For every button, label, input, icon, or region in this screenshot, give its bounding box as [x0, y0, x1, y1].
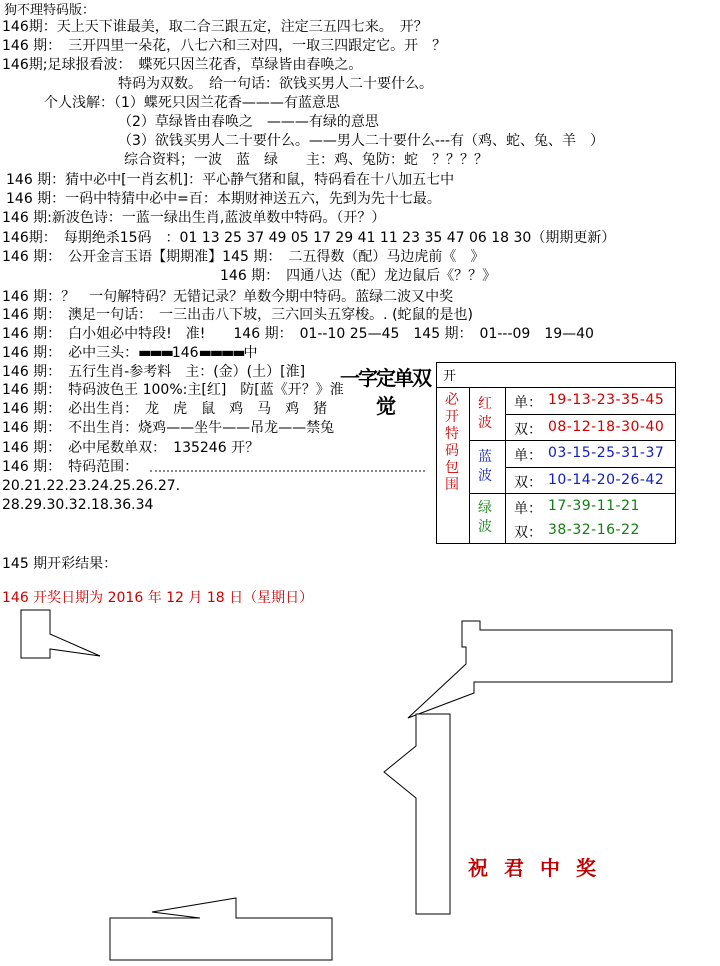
- text-line: （3）欲钱买男人二十要什么。——男人二十要什么---有（鸡、蛇、兔、羊 ）: [118, 133, 605, 149]
- text-line: 146 期： 特码范围：: [2, 459, 139, 475]
- group-green: [470, 494, 506, 543]
- text-line: 28.29.30.32.18.36.34: [2, 497, 154, 513]
- table-header: [437, 363, 675, 388]
- bar-left: ▬▬▬: [138, 345, 172, 361]
- text-line: 146 期： 必中三头：: [2, 345, 139, 361]
- row-value: 17-39-11-21: [548, 498, 640, 514]
- group-red-label: 红波: [478, 396, 492, 431]
- text-line: 个人浅解：（1）蝶死只因兰花香———有蓝意思: [44, 95, 340, 111]
- table-row: [506, 441, 675, 467]
- row-value: 03-15-25-31-37: [548, 445, 665, 461]
- special-number-table: [436, 362, 676, 544]
- table-row: [506, 468, 675, 494]
- text-line: 146 期：？ 一句解特码？无错记录？单数今期中特码。蓝绿二波又中奖: [2, 289, 454, 305]
- row-value: 38-32-16-22: [548, 522, 640, 538]
- result-title: 145 期开彩结果：: [2, 556, 118, 572]
- text-line: 146 期： 不出生肖：烧鸡——坐牛——吊龙——禁兔: [2, 420, 335, 436]
- row-value: 08-12-18-30-40: [548, 419, 665, 435]
- dotted-divider: [150, 470, 425, 472]
- text-line: 特码为双数。 给一句话：欲钱买男人二十要什么。: [118, 76, 433, 92]
- callout-shape: [408, 621, 672, 718]
- vertical-label-column: [437, 388, 470, 543]
- page-title: 狗不理特码版：: [4, 3, 96, 18]
- three-heads-number: 146: [171, 345, 199, 361]
- text-line: 146 期： 特码波色王 100%:主[红] 防[蓝《开？》淮: [2, 382, 344, 398]
- table-row: [506, 494, 675, 520]
- text-line: 146 期： 四通八达（配）龙边鼠后《？？》: [220, 268, 497, 284]
- row-label: 单：: [514, 501, 542, 517]
- row-label: 双：: [514, 422, 542, 438]
- three-heads-line: [2, 345, 258, 362]
- text-line: 146 期:新波色诗：一蓝一绿出生肖,蓝波单数中特码。（开？）: [2, 210, 386, 226]
- table-row: [506, 518, 675, 544]
- callout-shape: [110, 898, 332, 960]
- table-row: [506, 388, 675, 414]
- text-line: 综合资料；一波 蓝 绿 主：鸡、兔防：蛇 ？？？？: [124, 152, 488, 168]
- text-line: 146 期： 五行生肖-参考料 主：(金）(土）[淮]: [2, 364, 306, 380]
- group-red: [470, 388, 506, 440]
- table-row: [506, 415, 675, 441]
- text-line: 146 期： 澳足一句话： 一三出击八下坡，三六回头五穿梭。. (蛇鼠的是也): [2, 307, 473, 323]
- overlay-heading: 一字定单双: [340, 366, 430, 390]
- table-header-label: 开: [443, 369, 457, 384]
- congrats-text: 祝君中奖: [468, 856, 612, 880]
- callout-shape: [384, 714, 450, 914]
- overlay-heading-2: 觉: [376, 394, 394, 418]
- text-line: 146期;足球报看波： 蝶死只因兰花香，草绿皆由春唤之。: [2, 57, 363, 73]
- row-value: 19-13-23-35-45: [548, 392, 665, 408]
- text-line: 146 期： 三开四里一朵花，八七六和三对四，一取三四跟定它。开 ？: [2, 38, 447, 54]
- row-label: 双：: [514, 525, 542, 541]
- text-line: 146 期：一码中特猜中必中=百：本期财神送五六，先到为先十七最。: [6, 191, 441, 207]
- vertical-label: 必开特码包围: [445, 392, 459, 493]
- row-label: 单：: [514, 395, 542, 411]
- three-heads-tail: 中: [243, 345, 258, 361]
- callout-shapes: [0, 600, 720, 966]
- row-label: 双：: [514, 475, 542, 491]
- group-green-label: 绿波: [478, 500, 492, 535]
- text-line: （2）草绿皆由春唤之 ———有绿的意思: [118, 114, 379, 130]
- text-line: 146期： 每期绝杀15码 ：01 13 25 37 49 05 17 29 41 11 23 35 47 06 18 30（期期更新）: [2, 230, 616, 246]
- text-line: 146 期： 公开金言玉语【期期准】145 期： 二五得数（配）马边虎前《 》: [2, 249, 485, 265]
- text-line: 146 期： 必出生肖： 龙 虎 鼠 鸡 马 鸡 猪: [2, 401, 328, 417]
- row-label: 单：: [514, 448, 542, 464]
- text-line: 146 期： 白小姐必中特段! 准! 146 期： 01--10 25—45 145 期： 01---09 19—40: [2, 326, 594, 342]
- text-line: 146 期：猜中必中[一肖玄机]：平心静气猪和鼠，特码看在十八加五七中: [6, 172, 455, 188]
- row-value: 10-14-20-26-42: [548, 472, 665, 488]
- bar-right: ▬▬▬▬: [198, 345, 244, 361]
- group-blue-label: 蓝波: [478, 449, 492, 484]
- draw-date: 146 开奖日期为 2016 年 12 月 18 日（星期日）: [2, 590, 314, 606]
- callout-shape: [21, 610, 100, 658]
- text-line: 20.21.22.23.24.25.26.27.: [2, 478, 181, 494]
- text-line: 146期：天上天下谁最美，取二合三跟五定，注定三五四七来。 开？: [2, 19, 428, 35]
- text-line: 146 期： 必中尾数单双： 135246 开？: [2, 440, 260, 456]
- group-blue: [470, 441, 506, 493]
